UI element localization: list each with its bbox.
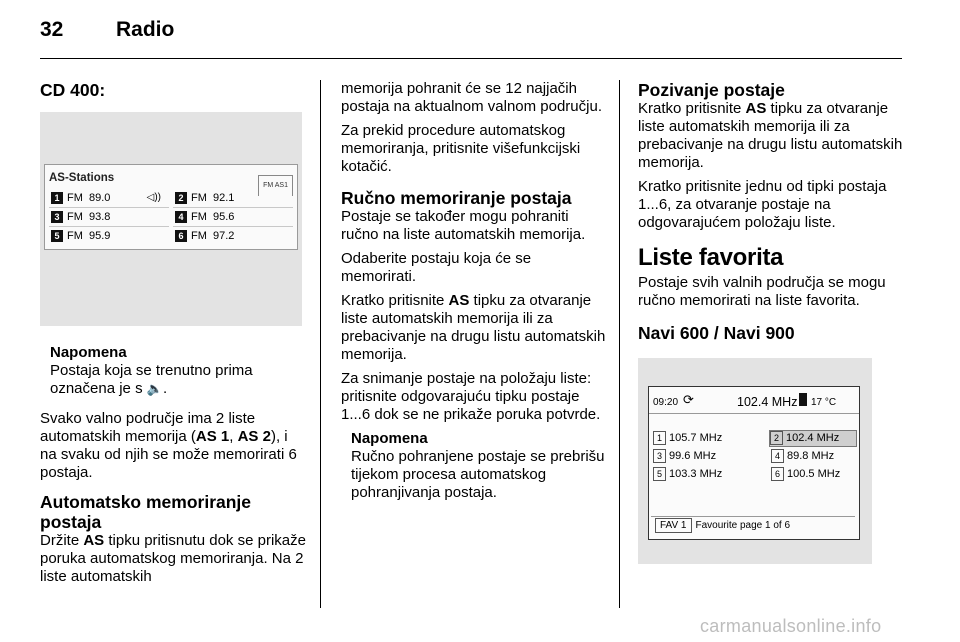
navi-preset-6: 6 100.5 MHz [771, 467, 867, 482]
paragraph: Odaberite postaju koja će se memorirati. [341, 250, 532, 285]
paragraph: Kratko pritisnite jednu od tipki postaja 1...6, za otvaranje postaje na odgovarajućem položaju liste. [638, 178, 887, 231]
fm-as1-tab: FM AS1 [258, 175, 293, 196]
cd400-heading: CD 400: [40, 80, 106, 100]
note-title: Napomena [50, 344, 127, 361]
section-heading-call: Pozivanje postaje [638, 80, 785, 100]
paragraph: Držite AS tipku pritisnutu dok se prikaže poruka automatskog memoriranja. Na 2 liste automatskih [40, 532, 306, 585]
preset-1: 1 FM 89.0 ◁)) [49, 189, 169, 208]
note-text: Postaja koja se trenutno prima [50, 362, 253, 379]
preset-6: 6 FM 97.2 [173, 227, 293, 245]
favourites-bar [651, 516, 855, 535]
note-text: Ručno pohranjene postaje se prebrišu tijekom procesa automatskog pohranjivanja postaja. [351, 448, 605, 501]
fav-page: Favourite page 1 of 6 [695, 520, 791, 531]
navi-status-bar [649, 387, 859, 414]
navi-preset-1: 1 105.7 MHz [653, 431, 749, 446]
as-stations-title: AS-Stations [49, 172, 115, 184]
header-rule [40, 58, 902, 59]
paragraph: memorija pohranit će se 12 najjačih postaja na aktualnom valnom području. [341, 80, 602, 115]
section-heading-auto: Automatsko memoriranje postaja [40, 492, 252, 532]
navi-preset-2-selected: 2 102.4 MHz [769, 430, 857, 447]
clock: 09:20 [653, 397, 679, 408]
preset-grid [49, 189, 293, 245]
paragraph: Postaje svih valnih područja se mogu ručno memorirati na liste favorita. [638, 274, 886, 309]
paragraph: Postaje se također mogu pohraniti ručno na liste automatskih memorija. [341, 208, 586, 243]
note-title: Napomena [351, 430, 428, 447]
paragraph: Za prekid procedure automatskog memoriranja, pritisnite višefunkcijski kotačić. [341, 122, 581, 175]
preset-5: 5 FM 95.9 [49, 227, 169, 245]
preset-3: 3 FM 93.8 [49, 208, 169, 227]
preset-4: 4 FM 95.6 [173, 208, 293, 227]
column-2 [341, 80, 609, 502]
column-divider-2 [619, 80, 620, 608]
paragraph: Za snimanje postaje na položaju liste: pritisnite odgovarajuću tipku postaje 1...6 dok se ne prikaže poruka potvrde. [341, 370, 601, 423]
section-heading-manual: Ručno memoriranje postaja [341, 188, 572, 208]
as-stations-panel [44, 164, 298, 250]
column-1 [40, 80, 308, 592]
note-box-1 [40, 344, 308, 398]
page-number: 32 [40, 18, 64, 41]
navi-screen [638, 358, 872, 564]
speaker-icon: ◁)) [146, 192, 161, 203]
note-text-2: označena je s 🔈. [50, 380, 168, 397]
navi-radio-panel [648, 386, 860, 540]
watermark: carmanualsonline.info [700, 616, 882, 636]
preset-2: 2 FM 92.1 [173, 189, 293, 208]
section-heading-favourites: Liste favorita [638, 244, 784, 271]
paragraph: Kratko pritisnite AS tipku za otvaranje liste automatskih memorija ili za prebacivanje na drugu listu automatskih memorija. [341, 292, 606, 363]
navi-preset-3: 3 99.6 MHz [653, 449, 749, 464]
paragraph: Svako valno područje ima 2 liste automatskih memorija (AS 1, AS 2), i na svaku od njih se može memorirati 6 postaja. [40, 410, 297, 481]
cd400-screen [40, 112, 302, 326]
navi-heading: Navi 600 / Navi 900 [638, 323, 795, 343]
refresh-icon: ⟳ [683, 392, 694, 407]
phone-icon [799, 393, 807, 406]
speaker-icon: 🔈 [146, 381, 163, 396]
navi-preset-4: 4 89.8 MHz [771, 449, 867, 464]
fav-label: FAV 1 [655, 518, 692, 533]
current-frequency: 102.4 MHz [737, 395, 798, 409]
page-title: Radio [116, 18, 175, 41]
navi-preset-5: 5 103.3 MHz [653, 467, 749, 482]
column-3 [638, 80, 904, 564]
column-divider-1 [320, 80, 321, 608]
note-box-2 [341, 430, 609, 502]
temperature: 17 °C [811, 397, 837, 408]
paragraph: Kratko pritisnite AS tipku za otvaranje liste automatskih memorija ili za prebacivanje na drugu listu automatskih memorija. [638, 100, 903, 171]
